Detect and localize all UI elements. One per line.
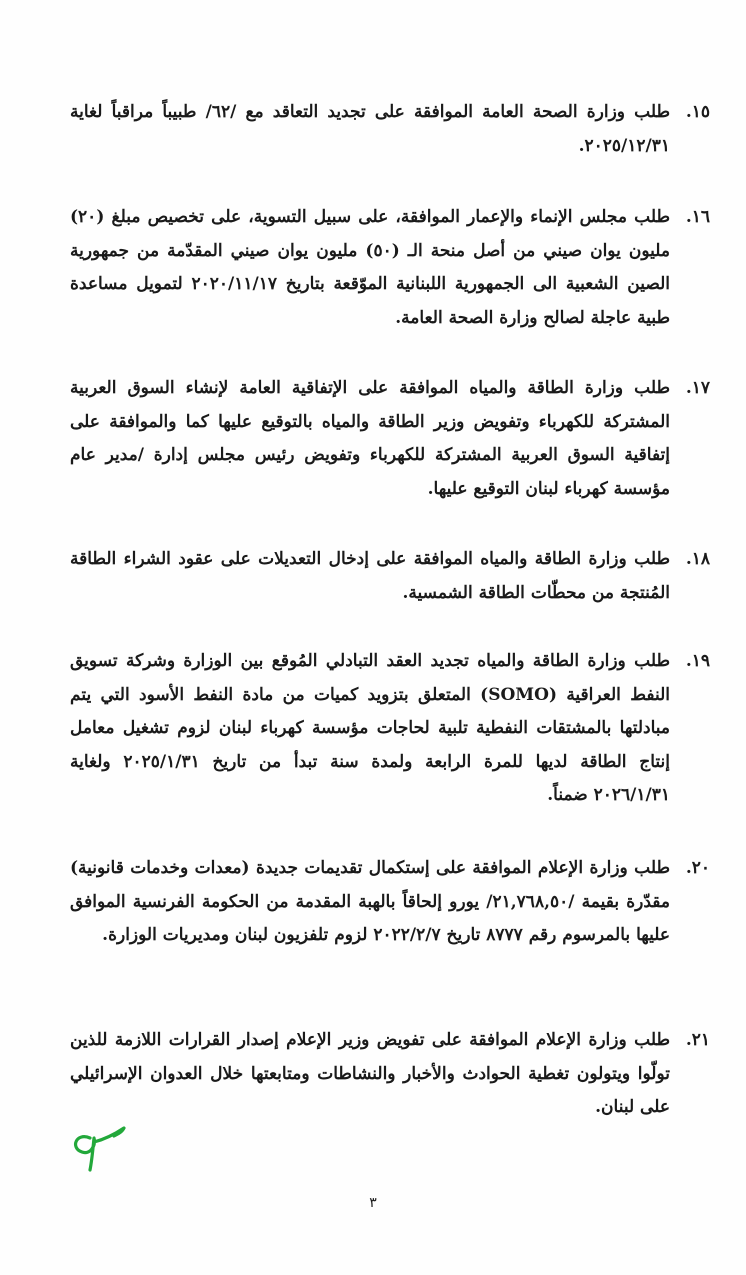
list-item-18 xyxy=(70,543,710,610)
item-text: طلب وزارة الإعلام الموافقة على تفويض وزير الإعلام إصدار القرارات اللازمة للذين تولّوا ويتولون تغطية الحوادث والأخبار والنشاطات ومتابعتها خلال العدوان الإسرائيلي على لبنان. xyxy=(70,1030,670,1117)
item-number: ٢٠. xyxy=(685,858,710,878)
item-text: طلب وزارة الطاقة والمياه الموافقة على الإتفاقية العامة لإنشاء السوق العربية المشتركة للكهرباء وتفويض وزير الطاقة والمياه بالتوقيع عليها كما والموافقة على إتفاقية السوق العربية المشتركة للكهرباء وتفويض رئيس مجلس إدارة /مدير عام مؤسسة كهرباء لبنان التوقيع عليها. xyxy=(70,378,670,499)
item-text: طلب وزارة الطاقة والمياه تجديد العقد التبادلي المُوقع بين الوزارة وشركة تسويق النفط العراقية (SOMO) المتعلق بتزويد كميات من مادة النفط الأسود التي يتم مبادلتها بالمشتقات النفطية تلبية لحاجات مؤسسة كهرباء لبنان لزوم تشغيل معامل إنتاج الطاقة لديها للمرة الرابعة ولمدة سنة تبدأ من تاريخ ٢٠٢٥/١/٣١ ولغاية ٢٠٢٦/١/٣١ ضمناً. xyxy=(70,651,670,805)
list-item-21 xyxy=(70,1024,710,1125)
signature-icon xyxy=(68,1118,138,1178)
item-number: ١٦. xyxy=(685,207,710,227)
item-number: ١٨. xyxy=(685,549,710,569)
item-number: ٢١. xyxy=(685,1030,710,1050)
list-item-19 xyxy=(70,645,710,813)
list-item-17 xyxy=(70,372,710,506)
page-number: ٣ xyxy=(369,1195,377,1211)
list-item-15 xyxy=(70,96,710,163)
item-text: طلب وزارة الطاقة والمياه الموافقة على إدخال التعديلات على عقود الشراء الطاقة المُنتجة من محطّات الطاقة الشمسية. xyxy=(70,549,670,603)
list-item-20 xyxy=(70,852,710,953)
item-text: طلب مجلس الإنماء والإعمار الموافقة، على سبيل التسوية، على تخصيص مبلغ (٢٠) مليون يوان صيني من أصل منحة الـ (٥٠) مليون يوان صيني المقدّمة من جمهورية الصين الشعبية الى الجمهورية اللبنانية الموّقعة بتاريخ ٢٠٢٠/١١/١٧ لتمويل مساعدة طبية عاجلة لصالح وزارة الصحة العامة. xyxy=(70,207,670,328)
list-item-16 xyxy=(70,201,710,335)
item-number: ١٩. xyxy=(685,651,710,671)
item-number: ١٥. xyxy=(685,102,710,122)
item-text: طلب وزارة الإعلام الموافقة على إستكمال تقديمات جديدة (معدات وخدمات قانونية) مقدّرة بقيمة /٢١,٧٦٨,٥٠/ يورو إلحاقاً بالهبة المقدمة من الحكومة الفرنسية الموافق عليها بالمرسوم رقم ٨٧٧٧ تاريخ ٢٠٢٢/٢/٧ لزوم تلفزيون لبنان ومديريات الوزارة. xyxy=(70,858,670,945)
item-number: ١٧. xyxy=(685,378,710,398)
item-text: طلب وزارة الصحة العامة الموافقة على تجديد التعاقد مع /٦٢/ طبيباً مراقباً لغاية ٢٠٢٥/١٢/٣١. xyxy=(70,102,670,156)
